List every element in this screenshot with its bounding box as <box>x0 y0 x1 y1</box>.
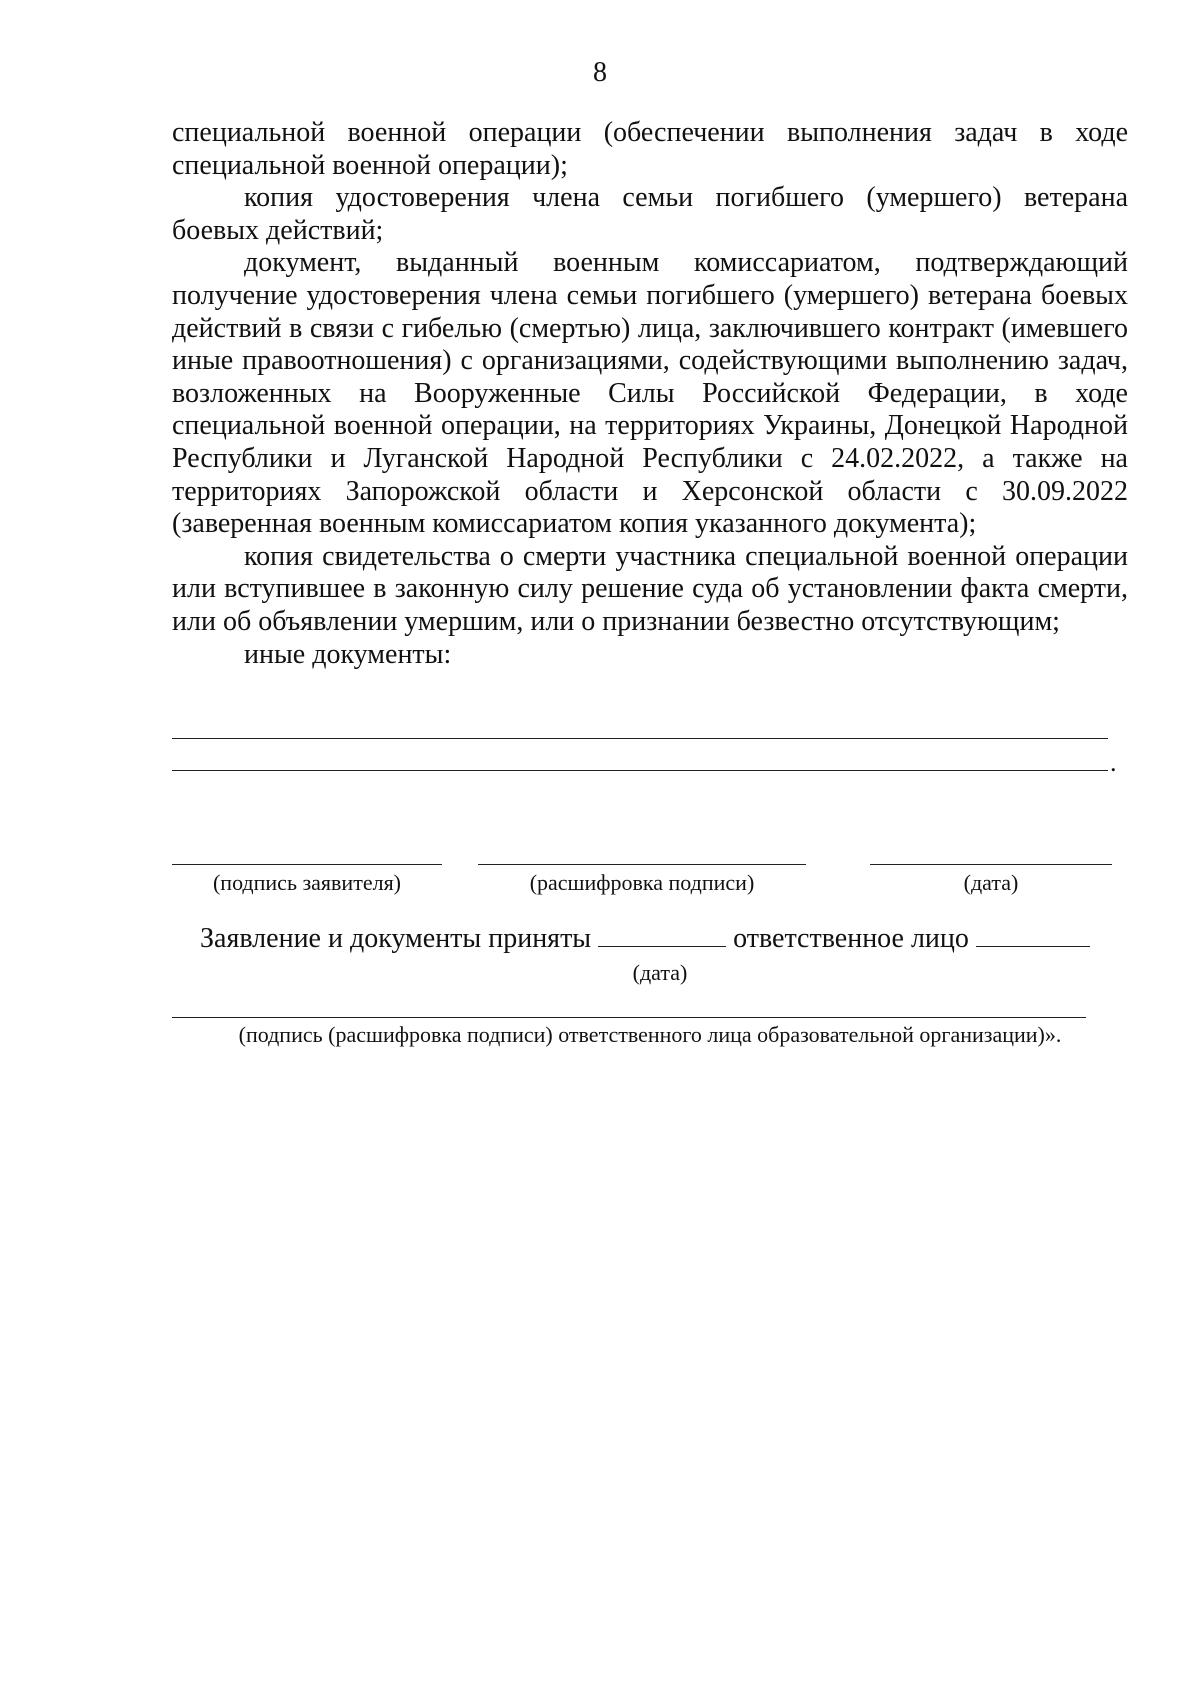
signature-transcript-line <box>478 864 806 865</box>
acceptance-date-caption: (дата) <box>632 960 688 985</box>
responsible-signature-line <box>172 1017 1086 1018</box>
paragraph-commissariat-document: документ, выданный военным комиссариатом, подтверждающий получение удостоверения члена семьи погибшего (умершего) ветерана боевых действий в связи с гибелью (смертью) лица, заключившего контракт (имевшего иные правоотношения) с организациями, содействующими выполнению задач, возложенных на Вооруженные Силы Российской Федерации, в ходе специальной военной операции, на территориях Украины, Донецкой Народной Республики и Луганской Народной Республики с 24.02.2022, а также на территориях Запорожской области и Херсонской области с 30.09.2022 (заверенная военным комиссариатом копия указанного документа); <box>172 247 1128 540</box>
other-documents-trailing-period: . <box>1110 748 1117 777</box>
acceptance-date-blank <box>598 924 726 947</box>
document-body <box>172 117 1128 671</box>
responsible-signature-caption: (подпись (расшифровка подписи) ответственного лица образовательной организации)». <box>238 1022 1062 1047</box>
other-documents-line-1 <box>172 738 1108 739</box>
acceptance-line <box>200 922 1090 956</box>
date-caption: (дата) <box>963 870 1019 895</box>
paragraph-other-documents: иные документы: <box>244 638 452 670</box>
acceptance-text: Заявление и документы приняты <box>200 923 592 954</box>
responsible-person-blank <box>976 924 1090 947</box>
responsible-person-text: ответственное лицо <box>733 923 969 954</box>
applicant-signature-line <box>172 864 442 865</box>
applicant-signature-caption: (подпись заявителя) <box>212 870 402 895</box>
paragraph-family-certificate: копия удостоверения члена семьи погибшего (умершего) ветерана боевых действий; <box>172 182 1128 246</box>
paragraph-continuation: специальной военной операции (обеспечении выполнения задач в ходе специальной военной операции); <box>172 117 1128 181</box>
page-number: 8 <box>593 57 607 88</box>
date-line <box>870 864 1112 865</box>
other-documents-line-2 <box>172 770 1108 771</box>
signature-transcript-caption: (расшифровка подписи) <box>529 870 755 895</box>
paragraph-death-certificate: копия свидетельства о смерти участника специальной военной операции или вступившее в законную силу решение суда об установлении факта смерти, или об объявлении умершим, или о признании безвестно отсутствующим; <box>172 540 1128 637</box>
